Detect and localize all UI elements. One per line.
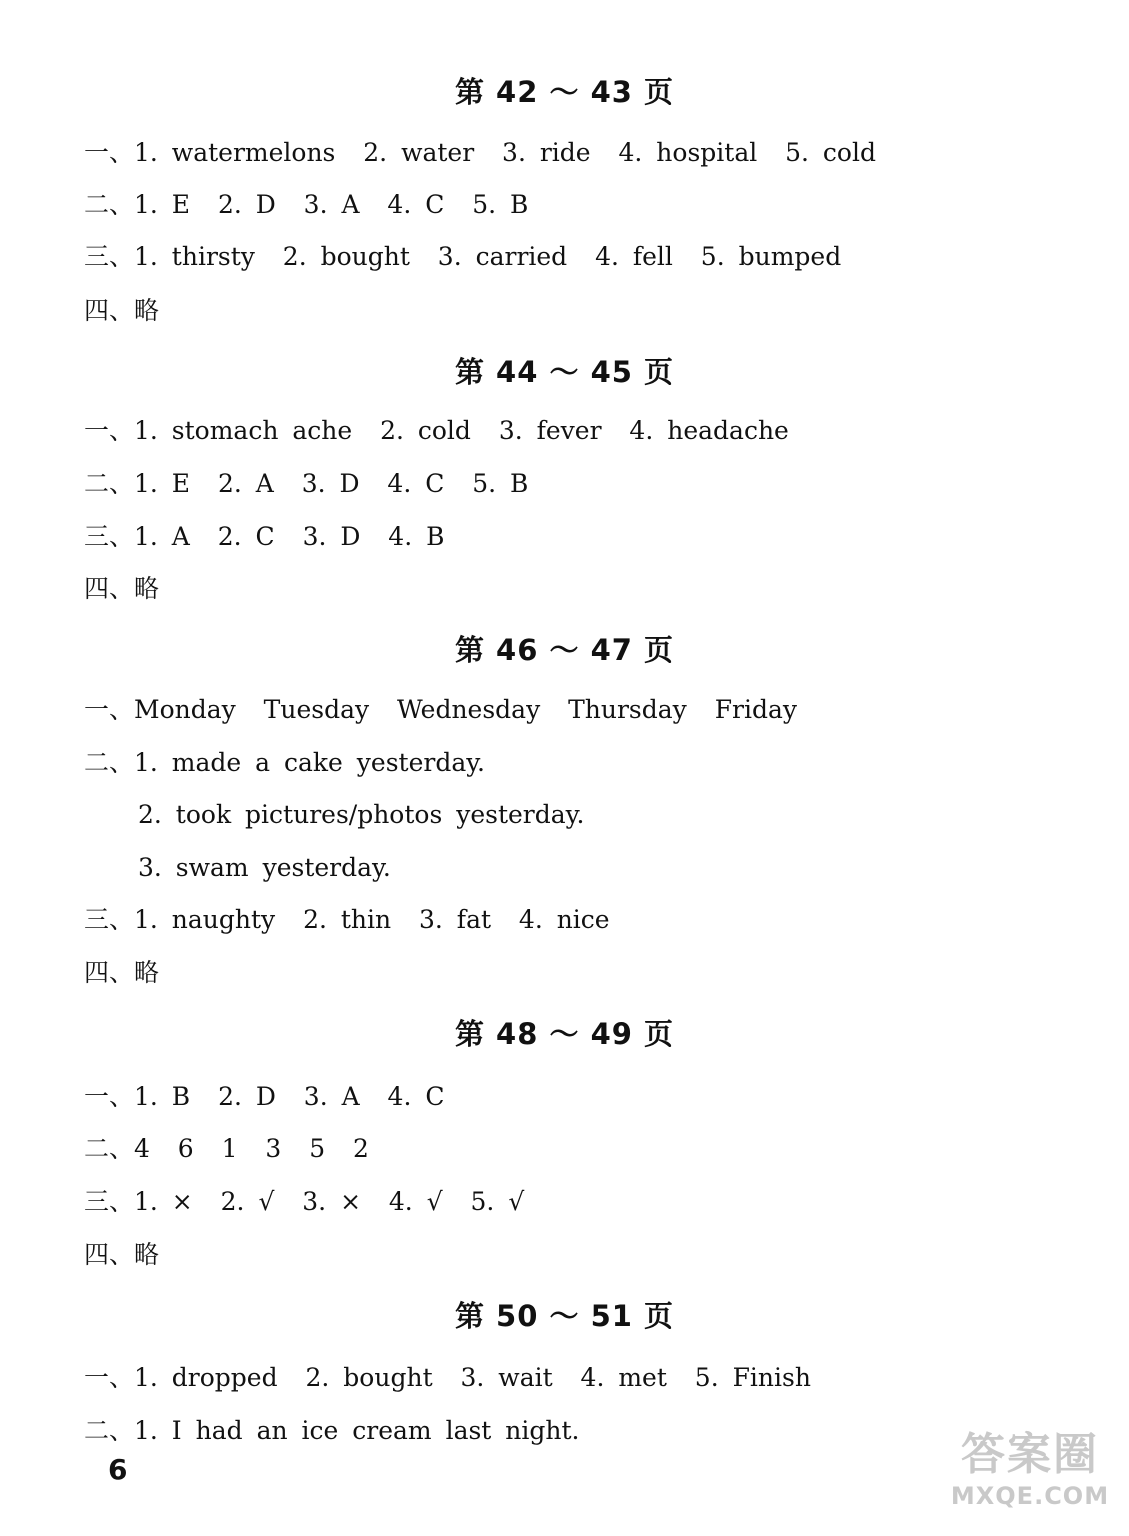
answer-line: 三、1. × 2. √ 3. × 4. √ 5. √ <box>84 1187 525 1216</box>
answer-line: 一、1. watermelons 2. water 3. ride 4. hospital 5. cold <box>84 138 876 167</box>
answer-line: 三、1. thirsty 2. bought 3. carried 4. fell 5. bumped <box>84 242 842 271</box>
answer-line: 二、1. I had an ice cream last night. <box>84 1416 580 1445</box>
page-number: 6 <box>108 1453 128 1486</box>
answer-line: 3. swam yesterday. <box>138 853 391 882</box>
answer-line: 一、Monday Tuesday Wednesday Thursday Friday <box>84 695 798 724</box>
answer-line: 四、略 <box>84 574 160 603</box>
watermark <box>945 1428 1115 1528</box>
answer-line: 四、略 <box>84 1240 160 1269</box>
answer-line: 二、4 6 1 3 5 2 <box>84 1134 369 1163</box>
answer-line: 三、1. A 2. C 3. D 4. B <box>84 522 445 551</box>
watermark-main: 答案圈 <box>961 1429 1099 1480</box>
answer-line: 2. took pictures/photos yesterday. <box>138 800 585 829</box>
answer-line: 一、1. dropped 2. bought 3. wait 4. met 5. Finish <box>84 1363 811 1392</box>
answer-line: 一、1. stomach ache 2. cold 3. fever 4. headache <box>84 416 789 445</box>
section-title-42-43: 第 42 ～ 43 页 <box>454 75 675 109</box>
answer-line: 三、1. naughty 2. thin 3. fat 4. nice <box>84 905 610 934</box>
answer-line: 二、1. made a cake yesterday. <box>84 748 486 777</box>
answer-line: 四、略 <box>84 958 160 987</box>
section-title-46-47: 第 46 ～ 47 页 <box>454 633 675 667</box>
answer-line: 四、略 <box>84 296 160 325</box>
answer-line: 二、1. E 2. A 3. D 4. C 5. B <box>84 469 529 498</box>
section-title-44-45: 第 44 ～ 45 页 <box>454 355 675 389</box>
section-title-48-49: 第 48 ～ 49 页 <box>454 1017 675 1051</box>
watermark-site: MXQE.COM <box>950 1482 1110 1510</box>
answer-line: 二、1. E 2. D 3. A 4. C 5. B <box>84 190 529 219</box>
answer-line: 一、1. B 2. D 3. A 4. C <box>84 1082 445 1111</box>
section-title-50-51: 第 50 ～ 51 页 <box>454 1299 675 1333</box>
